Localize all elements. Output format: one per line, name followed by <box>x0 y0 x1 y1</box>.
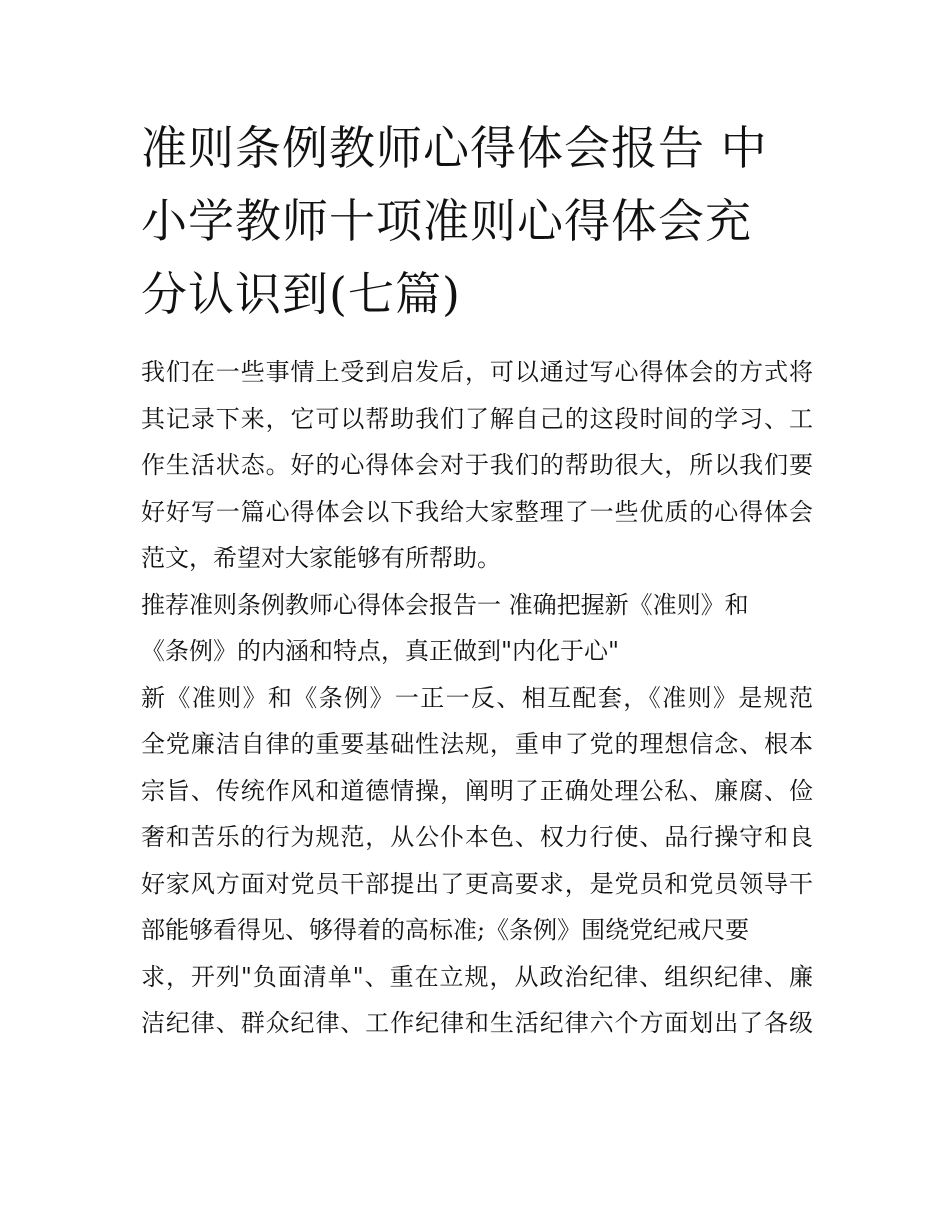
document-title <box>141 112 813 331</box>
paragraph-line: 作生活状态。好的心得体会对于我们的帮助很大，所以我们要 <box>141 451 813 479</box>
title-line: 分认识到(七篇) <box>141 267 461 321</box>
paragraph-line: 范文，希望对大家能够有所帮助。 <box>141 544 501 572</box>
title-line: 小学教师十项准则心得体会充 <box>141 194 752 248</box>
paragraph-line: 全党廉洁自律的重要基础性法规，重申了党的理想信念、根本 <box>141 730 813 758</box>
paragraph-line: 求，开列"负面清单"、重在立规，从政治纪律、组织纪律、廉 <box>141 962 813 991</box>
paragraph-line: 部能够看得见、够得着的高标准;《条例》围绕党纪戒尺要 <box>141 916 750 944</box>
paragraph-line: 新《准则》和《条例》一正一反、相互配套，《准则》是规范 <box>141 683 813 712</box>
section-heading <box>141 582 813 675</box>
document-content <box>141 112 813 1047</box>
intro-paragraph <box>141 349 813 582</box>
paragraph-line: 宗旨、传统作风和道德情操，阐明了正确处理公私、廉腐、俭 <box>141 776 813 805</box>
paragraph-line: 好好写一篇心得体会以下我给大家整理了一些优质的心得体会 <box>141 497 813 526</box>
heading-line: 《条例》的内涵和特点，真正做到"内化于心" <box>141 637 620 665</box>
heading-line: 推荐准则条例教师心得体会报告一 准确把握新《准则》和 <box>141 590 749 619</box>
title-line: 准则条例教师心得体会报告 中 <box>141 121 768 175</box>
paragraph-line: 我们在一些事情上受到启发后，可以通过写心得体会的方式将 <box>141 358 813 386</box>
body-paragraph <box>141 675 813 1047</box>
paragraph-line: 奢和苦乐的行为规范，从公仆本色、权力行使、品行操守和良 <box>141 823 813 851</box>
paragraph-line: 洁纪律、群众纪律、工作纪律和生活纪律六个方面划出了各级 <box>141 1009 813 1037</box>
paragraph-line: 其记录下来，它可以帮助我们了解自己的这段时间的学习、工 <box>141 404 813 433</box>
paragraph-line: 好家风方面对党员干部提出了更高要求，是党员和党员领导干 <box>141 869 813 898</box>
